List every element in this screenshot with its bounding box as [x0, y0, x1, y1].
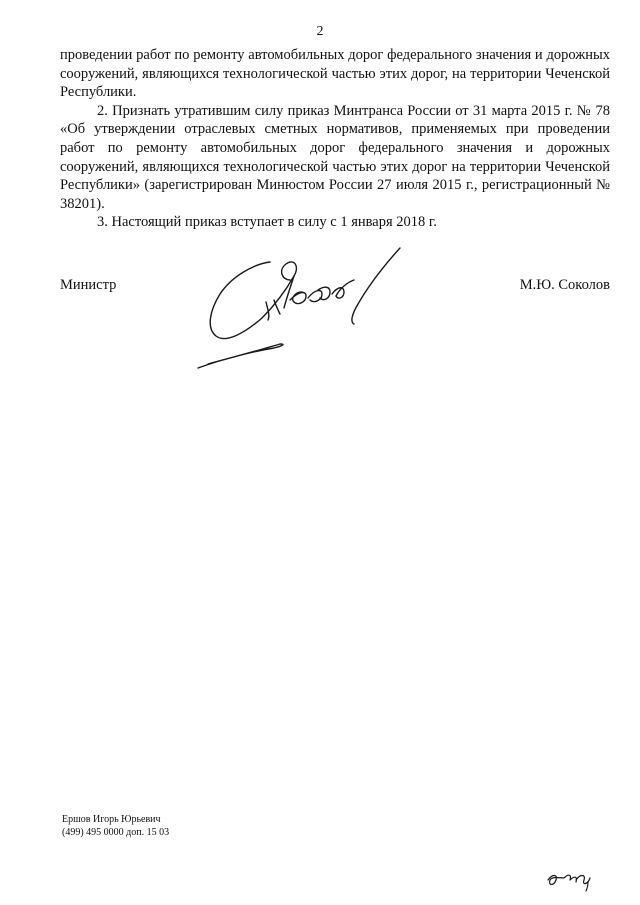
paragraph-item-2: 2. Признать утратившим силу приказ Минтранса России от 31 марта 2015 г. № 78 «Об утверждении отраслевых сметных нормативов, применяемых при проведении работ по ремонту автомобильных дорог федерального значения и дорожных сооружений, являющихся технологической частью этих дорог на территории Чеченской Республики» (зарегистрирован Минюстом России 27 июля 2015 г., регистрационный № 38201). — [60, 102, 610, 212]
executor-phone: (499) 495 0000 доп. 15 03 — [62, 826, 170, 838]
paragraph-item-3: 3. Настоящий приказ вступает в силу с 1 января 2018 г. — [97, 214, 437, 231]
handwritten-signature — [190, 240, 410, 380]
page-number: 2 — [316, 24, 324, 39]
executor-name: Ершов Игорь Юрьевич — [62, 814, 161, 825]
document-body — [60, 46, 610, 232]
handwritten-initials — [544, 866, 594, 892]
signer-name: М.Ю. Соколов — [519, 277, 610, 293]
signer-role: Министр — [60, 277, 117, 293]
executor-info — [62, 814, 169, 839]
paragraph-continuation: проведении работ по ремонту автомобильных дорог федерального значения и дорожных сооружений, являющихся технологической частью этих дорог, на территории Чеченской Республики. — [60, 47, 610, 101]
